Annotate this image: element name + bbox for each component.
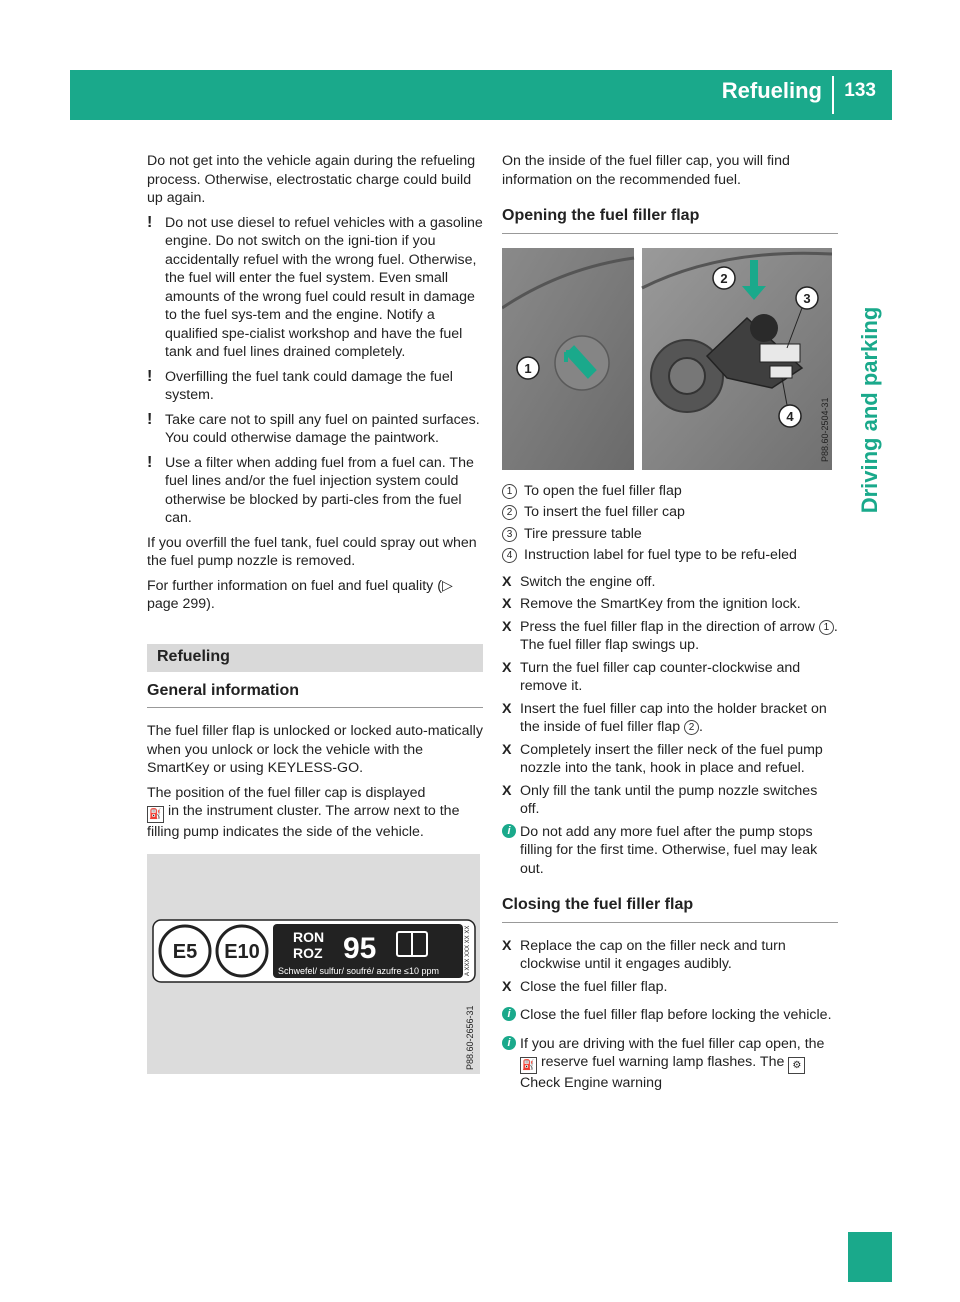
callout-3: 3 [803, 290, 811, 306]
ron-text: RON [293, 928, 325, 945]
step-text: Press the fuel filler flap in the direction of arrow [520, 618, 819, 635]
paragraph: On the inside of the fuel filler cap, you will find information on the recommended fuel. [502, 153, 790, 188]
info-note [502, 1035, 838, 1093]
step-text: Only fill the tank until the pump nozzle switches off. [520, 782, 818, 817]
legend-number: 4 [502, 548, 517, 563]
subheading: General information [147, 682, 483, 709]
legend-text: To insert the fuel filler cap [524, 504, 685, 520]
warning-text: Use a filter when adding fuel from a fuel can. The fuel lines and/or the fuel injection system could otherwise be blocked by parti-cles from the fuel can. [165, 454, 474, 526]
callout-4: 4 [786, 408, 794, 424]
legend-number: 2 [502, 505, 517, 520]
paragraph [147, 784, 483, 842]
info-note [502, 823, 838, 879]
step-marker-icon: X [502, 596, 512, 612]
legend-item [502, 525, 838, 544]
fuel-flap-photo [502, 248, 832, 470]
info-note [502, 1006, 838, 1025]
e5-text: E5 [172, 940, 198, 963]
step-result: The fuel filler flap swings up. [520, 637, 700, 653]
inline-callout: 1 [819, 620, 834, 635]
fuel-pump-icon: ⛽ [520, 1057, 537, 1074]
warning-icon: ! [147, 367, 153, 385]
fuel-label-figure [147, 854, 480, 1074]
step-marker-icon: X [502, 659, 512, 676]
step-text: . [833, 618, 838, 635]
warning-note [147, 454, 483, 528]
figure-ref-text: P88.60-2656-31 [465, 1004, 475, 1070]
info-text: If you are driving with the fuel filler cap open, the [520, 1035, 825, 1052]
right-column [502, 152, 838, 1099]
instruction-step [502, 978, 838, 997]
left-column [147, 152, 483, 1074]
info-text: Check Engine warning [520, 1075, 662, 1091]
step-text: Insert the fuel filler cap into the holder bracket on the inside of fuel filler flap [520, 700, 827, 735]
legend-item [502, 482, 838, 501]
fuel-pump-icon: ⛽ [147, 806, 164, 823]
label-code-text: A XXX XXX XX XX [465, 925, 471, 976]
paragraph-text: The position of the fuel filler cap is displayed [147, 784, 426, 801]
step-text: Turn the fuel filler cap counter-clockwise and remove it. [520, 659, 801, 694]
paragraph: The fuel filler flap is unlocked or locked auto-matically when you unlock or lock the vehicle with the SmartKey or using KEYLESS-GO. [147, 723, 483, 776]
instruction-step [502, 937, 838, 974]
section-title: Refueling [147, 644, 483, 672]
warning-note [147, 411, 483, 448]
fuel-label-graphic [147, 854, 480, 1074]
info-icon: i [502, 1007, 516, 1021]
paragraph-text: in the instrument cluster. The arrow next to the filling pump indicates the side of the vehicle. [147, 803, 460, 840]
page-header-bar [70, 70, 892, 120]
legend-item [502, 503, 838, 522]
page-number: 133 [844, 80, 876, 101]
step-text: . [699, 719, 703, 735]
fuel-flap-illustration [502, 248, 832, 470]
warning-text: Overfilling the fuel tank could damage the fuel system. [165, 368, 453, 403]
info-text: Close the fuel filler flap before locking the vehicle. [520, 1007, 832, 1023]
warning-text: Take care not to spill any fuel on painted surfaces. You could otherwise damage the paintwork. [165, 411, 480, 446]
info-icon: i [502, 1036, 516, 1050]
instruction-step [502, 782, 838, 819]
step-marker-icon: X [502, 741, 512, 758]
step-text: Remove the SmartKey from the ignition lock. [520, 596, 801, 612]
warning-icon: ! [147, 453, 153, 471]
legend-text: To open the fuel filler flap [524, 482, 682, 499]
instruction-step [502, 700, 838, 737]
step-marker-icon: X [502, 937, 512, 954]
step-marker-icon: X [502, 573, 512, 590]
subheading: Closing the fuel filler flap [502, 896, 838, 923]
legend-item [502, 546, 838, 565]
check-engine-icon: ⚙ [788, 1057, 805, 1074]
octane-text: 95 [343, 931, 377, 965]
header-divider [832, 76, 834, 114]
paragraph: If you overfill the fuel tank, fuel could spray out when the fuel pump nozzle is removed. [147, 534, 477, 569]
photo-ref-text: P88.60-2504-31 [820, 396, 830, 462]
info-icon: i [502, 824, 516, 838]
step-marker-icon: X [502, 618, 512, 635]
step-text: Switch the engine off. [520, 573, 656, 590]
step-text: Replace the cap on the filler neck and turn clockwise until it engages audibly. [520, 937, 786, 972]
legend-number: 3 [502, 527, 517, 542]
warning-note [147, 214, 483, 362]
instruction-step [502, 741, 838, 778]
step-marker-icon: X [502, 978, 512, 995]
step-marker-icon: X [502, 700, 512, 717]
legend-number: 1 [502, 484, 517, 499]
step-text: Completely insert the filler neck of the fuel pump nozzle into the tank, hook in place and refuel. [520, 741, 823, 776]
side-tab-marker [848, 1232, 892, 1282]
e10-text: E10 [224, 940, 260, 963]
callout-1: 1 [524, 360, 532, 376]
warning-text: Do not use diesel to refuel vehicles with a gasoline engine. Do not switch on the igni-tion if you accidentally refuel with the wrong fuel. Otherwise, the fuel will enter the fuel system. Even small amounts of the wrong fuel could result in damage to the fuel sys-tem and the engine. Notify a qualified spe-cialist workshop and have the fuel tank and fuel lines drained completely. [165, 214, 483, 360]
instruction-step [502, 618, 838, 655]
sulfur-text: Schwefel/ sulfur/ soufré/ azufre ≤10 ppm [278, 965, 440, 976]
roz-text: ROZ [293, 944, 323, 961]
instruction-step [502, 573, 838, 592]
warning-icon: ! [147, 213, 153, 231]
info-text: reserve fuel warning lamp flashes. The [537, 1054, 789, 1070]
legend-text: Instruction label for fuel type to be refu-eled [524, 547, 797, 563]
legend-text: Tire pressure table [524, 525, 642, 542]
side-tab-label: Driving and parking [857, 306, 882, 514]
step-marker-icon: X [502, 782, 512, 799]
instruction-step [502, 659, 838, 696]
inline-callout: 2 [684, 720, 699, 735]
paragraph: Do not get into the vehicle again during the refueling process. Otherwise, electrostatic charge could build up again. [147, 153, 476, 206]
info-text: Do not add any more fuel after the pump stops filling for the first time. Otherwise, fuel may leak out. [520, 823, 818, 877]
step-text: Close the fuel filler flap. [520, 978, 668, 995]
page-reference-link[interactable]: For further information on fuel and fuel quality (▷ page 299). [147, 577, 453, 612]
page-title: Refueling [721, 78, 822, 103]
warning-icon: ! [147, 410, 153, 428]
callout-2: 2 [720, 270, 728, 286]
warning-note [147, 368, 483, 405]
instruction-step [502, 595, 838, 614]
subheading: Opening the fuel filler flap [502, 207, 838, 234]
